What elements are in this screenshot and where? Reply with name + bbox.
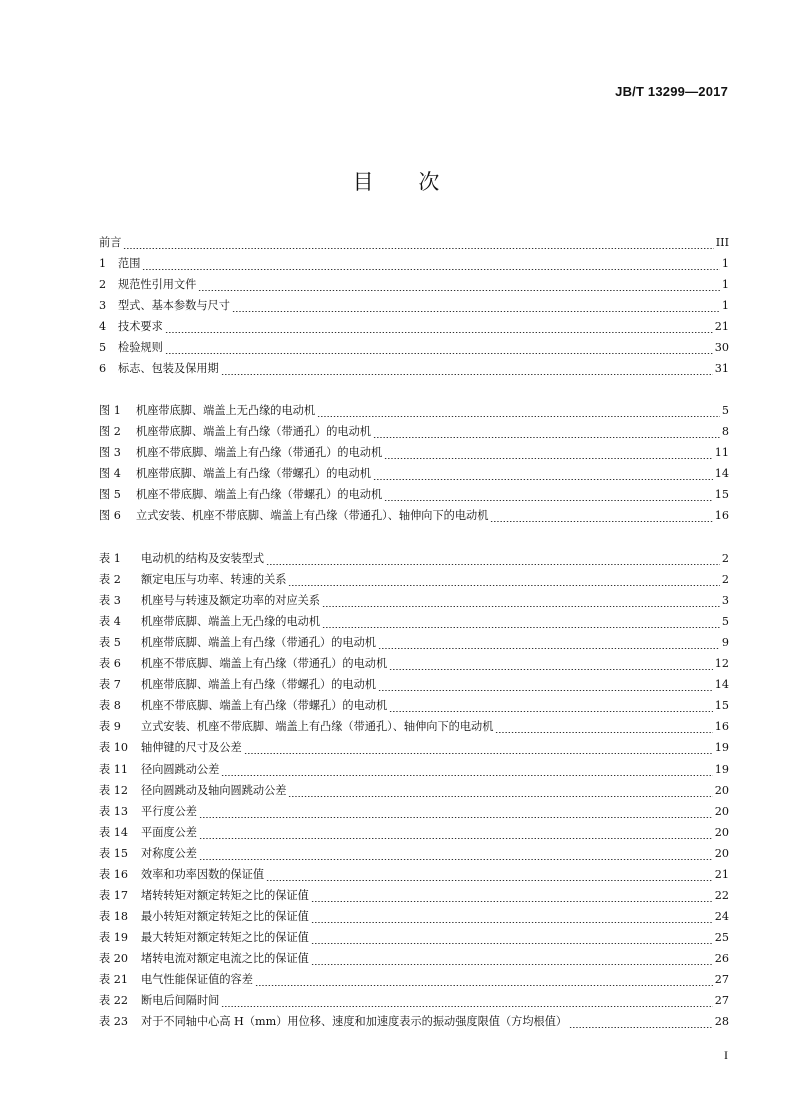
entry-number: 表 20 [99, 951, 128, 965]
dot-leader [311, 901, 713, 902]
entry-page-number: 21 [714, 320, 729, 334]
entry-page-number: 30 [714, 341, 729, 355]
toc-table-entry[interactable] [99, 592, 729, 612]
dot-leader [199, 838, 713, 839]
entry-label: 最大转矩对额定转矩之比的保证值 [141, 930, 309, 944]
entry-number: 表 14 [99, 825, 128, 839]
entry-label: 电气性能保证值的容差 [141, 973, 253, 986]
entry-number: 表 5 [99, 636, 121, 650]
entry-label: 机座不带底脚、端盖上有凸缘（带通孔）的电动机 [141, 657, 388, 671]
dot-leader [378, 690, 713, 691]
dot-leader [490, 521, 712, 522]
entry-label: 标志、包装及保用期 [118, 362, 219, 376]
toc-table-entry[interactable] [99, 634, 729, 654]
entry-label: 机座带底脚、端盖上无凸缘的电动机 [141, 615, 321, 629]
entry-label: 机座带底脚、端盖上有凸缘（带通孔）的电动机 [136, 425, 371, 439]
entry-number: 表 18 [99, 909, 128, 923]
entry-label: 效率和功率因数的保证值 [141, 867, 265, 881]
entry-label: 平行度公差 [141, 804, 197, 818]
entry-label: 机座不带底脚、端盖上有凸缘（带通孔）的电动机 [136, 446, 383, 460]
toc-table-entry[interactable] [99, 992, 729, 1012]
toc-table-entry[interactable] [99, 655, 729, 675]
entry-page-number: 14 [714, 678, 729, 692]
entry-page-number: 27 [714, 973, 729, 986]
toc-table-entry[interactable] [99, 782, 729, 802]
dot-leader [569, 1027, 713, 1028]
toc-section-entry[interactable] [99, 339, 729, 359]
entry-page-number: 28 [714, 1015, 729, 1029]
entry-page-number: III [715, 236, 729, 249]
dot-leader [165, 332, 713, 333]
dot-leader [199, 817, 713, 818]
entry-page-number: 2 [721, 573, 729, 587]
entry-page-number: 20 [714, 825, 729, 839]
dot-leader [142, 269, 719, 270]
toc-table-entry[interactable] [99, 971, 729, 991]
toc-section-entry[interactable] [99, 297, 729, 317]
entry-number: 图 6 [99, 509, 121, 523]
entry-label: 检验规则 [118, 341, 163, 355]
dot-leader [266, 880, 713, 881]
toc-table-entry[interactable] [99, 697, 729, 717]
entry-number: 2 [99, 278, 107, 292]
entry-number: 4 [99, 320, 107, 334]
entry-page-number: 3 [721, 594, 729, 608]
dot-leader [384, 500, 713, 501]
dot-leader [232, 311, 720, 312]
entry-page-number: 24 [714, 909, 729, 923]
entry-label: 电动机的结构及安装型式 [141, 552, 265, 565]
entry-label: 规范性引用文件 [118, 278, 197, 292]
toc-table-entry[interactable] [99, 866, 729, 886]
entry-page-number: 1 [721, 278, 729, 292]
dot-leader [221, 374, 713, 375]
entry-number: 图 1 [99, 404, 121, 417]
dot-leader [389, 669, 713, 670]
entry-number: 表 21 [99, 973, 128, 986]
entry-label: 范围 [118, 257, 141, 271]
entry-number: 图 5 [99, 488, 121, 502]
entry-label: 机座带底脚、端盖上有凸缘（带螺孔）的电动机 [141, 678, 376, 692]
dot-leader [288, 585, 719, 586]
toc-figure-entry[interactable] [99, 423, 729, 443]
toc-table-entry[interactable] [99, 718, 729, 738]
entry-page-number: 1 [721, 257, 729, 271]
entry-number: 图 2 [99, 425, 121, 439]
entry-number: 表 10 [99, 741, 128, 755]
toc-table-entry[interactable] [99, 803, 729, 823]
dot-leader [255, 985, 713, 986]
entry-page-number: 9 [721, 636, 729, 650]
entry-number: 表 3 [99, 594, 121, 608]
entry-page-number: 15 [714, 699, 729, 713]
entry-page-number: 31 [714, 362, 729, 376]
toc-section-entry[interactable] [99, 360, 729, 380]
dot-leader [311, 943, 713, 944]
entry-page-number: 12 [714, 657, 729, 671]
entry-number: 3 [99, 299, 107, 313]
entry-page-number: 20 [714, 804, 729, 818]
toc-section-entry[interactable] [99, 255, 729, 275]
entry-page-number: 19 [714, 741, 729, 755]
entry-number: 表 6 [99, 657, 121, 671]
entry-page-number: 15 [714, 488, 729, 502]
entry-label: 机座带底脚、端盖上有凸缘（带通孔）的电动机 [141, 636, 376, 650]
dot-leader [198, 290, 720, 291]
entry-number: 表 11 [99, 762, 128, 776]
page-number: I [724, 1048, 728, 1062]
dot-leader [123, 248, 713, 249]
toc-figure-entry[interactable] [99, 507, 729, 527]
entry-number: 图 4 [99, 467, 121, 481]
entry-number: 表 1 [99, 552, 121, 565]
entry-number: 图 3 [99, 446, 121, 460]
entry-label: 堵转电流对额定电流之比的保证值 [141, 951, 309, 965]
entry-label: 技术要求 [118, 320, 163, 334]
entry-label: 径向圆跳动公差 [141, 762, 220, 776]
entry-label: 型式、基本参数与尺寸 [118, 299, 230, 313]
entry-label: 平面度公差 [141, 825, 197, 839]
toc-table-entry[interactable] [99, 929, 729, 949]
entry-label: 立式安装、机座不带底脚、端盖上有凸缘（带通孔）、轴伸向下的电动机 [136, 509, 489, 523]
entry-number: 表 13 [99, 804, 128, 818]
entry-label: 断电后间隔时间 [141, 994, 220, 1008]
document-id: JB/T 13299—2017 [615, 84, 728, 99]
dot-leader [373, 479, 713, 480]
entry-number: 表 4 [99, 615, 121, 629]
toc-table-entry[interactable] [99, 950, 729, 970]
dot-leader [288, 796, 712, 797]
dot-leader [165, 353, 713, 354]
entry-number: 表 19 [99, 930, 128, 944]
dot-leader [317, 416, 720, 417]
entry-number: 表 23 [99, 1015, 128, 1029]
toc-figure-entry[interactable] [99, 465, 729, 485]
entry-page-number: 14 [714, 467, 729, 481]
toc-section-entry[interactable] [99, 318, 729, 338]
toc-figure-entry[interactable] [99, 486, 729, 506]
dot-leader [373, 437, 720, 438]
entry-page-number: 5 [721, 404, 729, 417]
toc-table-entry[interactable] [99, 613, 729, 633]
toc-table-entry[interactable] [99, 908, 729, 928]
entry-label: 对于不同轴中心高 H（mm）用位移、速度和加速度表示的振动强度限值（方均根值） [141, 1015, 568, 1029]
entry-page-number: 26 [714, 951, 729, 965]
dot-leader [378, 648, 720, 649]
dot-leader [389, 711, 713, 712]
toc-table-entry[interactable] [99, 571, 729, 591]
entry-label: 前言 [99, 236, 122, 249]
entry-label: 最小转矩对额定转矩之比的保证值 [141, 909, 309, 923]
dot-leader [384, 458, 713, 459]
toc-table-entry[interactable] [99, 761, 729, 781]
dot-leader [322, 606, 720, 607]
entry-label: 轴伸键的尺寸及公差 [141, 741, 242, 755]
toc-table-entry[interactable] [99, 739, 729, 759]
dot-leader [221, 775, 712, 776]
toc-table-entry[interactable] [99, 824, 729, 844]
entry-label: 堵转转矩对额定转矩之比的保证值 [141, 888, 309, 902]
entry-page-number: 2 [721, 552, 729, 565]
entry-label: 径向圆跳动及轴向圆跳动公差 [141, 783, 287, 797]
toc-table-entry[interactable] [99, 1013, 729, 1033]
entry-page-number: 25 [714, 930, 729, 944]
entry-page-number: 20 [714, 846, 729, 860]
entry-page-number: 16 [714, 509, 729, 523]
toc-table-entry[interactable] [99, 550, 729, 570]
entry-page-number: 27 [714, 994, 729, 1008]
entry-number: 表 12 [99, 783, 128, 797]
entry-number: 表 17 [99, 888, 128, 902]
entry-page-number: 8 [721, 425, 729, 439]
entry-page-number: 16 [714, 720, 729, 734]
entry-page-number: 5 [721, 615, 729, 629]
dot-leader [495, 732, 712, 733]
entry-label: 立式安装、机座不带底脚、端盖上有凸缘（带通孔）、轴伸向下的电动机 [141, 720, 494, 734]
toc-table-entry[interactable] [99, 845, 729, 865]
toc-figure-entry[interactable] [99, 402, 729, 422]
entry-page-number: 19 [714, 762, 729, 776]
entry-page-number: 11 [714, 446, 729, 460]
entry-page-number: 20 [714, 783, 729, 797]
page-title: 目 次 [352, 170, 440, 194]
entry-label: 额定电压与功率、转速的关系 [141, 573, 287, 587]
entry-page-number: 22 [714, 888, 729, 902]
toc-section-entry[interactable] [99, 234, 729, 254]
entry-label: 机座号与转速及额定功率的对应关系 [141, 594, 321, 608]
entry-number: 6 [99, 362, 107, 376]
entry-number: 1 [99, 257, 107, 271]
entry-number: 表 9 [99, 720, 121, 734]
dot-leader [322, 627, 720, 628]
toc-figure-entry[interactable] [99, 444, 729, 464]
dot-leader [199, 859, 713, 860]
entry-label: 机座带底脚、端盖上有凸缘（带螺孔）的电动机 [136, 467, 371, 481]
toc-table-entry[interactable] [99, 887, 729, 907]
dot-leader [311, 964, 713, 965]
entry-label: 机座不带底脚、端盖上有凸缘（带螺孔）的电动机 [136, 488, 383, 502]
entry-number: 表 2 [99, 573, 121, 587]
entry-number: 表 15 [99, 846, 128, 860]
entry-page-number: 1 [721, 299, 729, 313]
toc-section-entry[interactable] [99, 276, 729, 296]
entry-number: 表 7 [99, 678, 121, 692]
entry-number: 表 22 [99, 994, 128, 1008]
dot-leader [311, 922, 713, 923]
entry-label: 机座不带底脚、端盖上有凸缘（带螺孔）的电动机 [141, 699, 388, 713]
dot-leader [221, 1006, 712, 1007]
toc-table-entry[interactable] [99, 676, 729, 696]
entry-label: 机座带底脚、端盖上无凸缘的电动机 [136, 404, 316, 417]
entry-number: 表 8 [99, 699, 121, 713]
dot-leader [266, 564, 720, 565]
entry-number: 表 16 [99, 867, 128, 881]
dot-leader [244, 753, 713, 754]
entry-number: 5 [99, 341, 107, 355]
entry-label: 对称度公差 [141, 846, 197, 860]
entry-page-number: 21 [714, 867, 729, 881]
